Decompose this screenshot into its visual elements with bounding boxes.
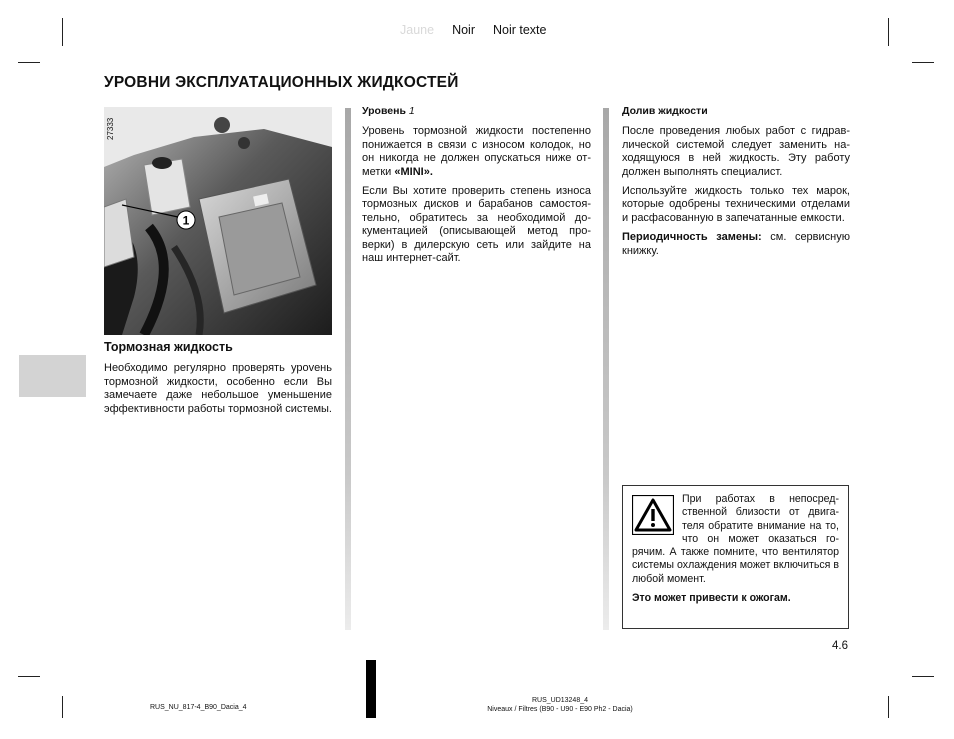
page-number: 4.6: [832, 640, 848, 652]
paragraph-text: см. сервисную книжку.: [622, 231, 850, 257]
column-3: [622, 105, 850, 264]
subheading-prefix: Уровень: [362, 105, 406, 117]
subheading-top-up: Долив жидкости: [622, 105, 708, 117]
engine-bay-illustration: [104, 107, 332, 335]
footer-doc-code: RUS_UD13248_4: [531, 697, 589, 704]
crop-mark: [62, 696, 63, 718]
column-rule: [345, 108, 351, 630]
mini-mark: «MINI».: [394, 165, 433, 178]
figure-code: 27333: [106, 117, 115, 140]
crop-mark: [888, 696, 889, 718]
column-rule: [603, 108, 609, 630]
callout-number: 1: [182, 213, 190, 228]
crop-mark: [912, 62, 934, 63]
crop-mark: [888, 18, 889, 46]
paragraph: После проведения любых работ с гидравлической системой следует заменить находящуюся в ней жидкость. Эту работу должен выполнять специалист.: [622, 125, 850, 178]
subheading-number: 1: [408, 105, 415, 117]
warning-text: При работах в непосредственной близости от двигателя обратите внимание на то, что он может оказаться горячим. А также помните, что вентилятор системы охлаждения может включиться в любой момент.: [632, 493, 839, 585]
warning-emphasis: Это может привести к ожогам.: [632, 592, 791, 605]
warning-box: [622, 485, 849, 629]
footer-doc-title: Niveaux / Filtres (B90 - U90 - E90 Ph2 - Dacia): [487, 706, 633, 713]
column-1: [104, 341, 332, 422]
mark-noir: Noir: [452, 23, 475, 37]
paragraph: [362, 125, 591, 179]
paragraph: [622, 231, 850, 258]
engine-bay-photo: [104, 107, 332, 335]
footer-right: [440, 696, 680, 714]
mark-jaune: Jaune: [400, 23, 435, 37]
crop-mark: [912, 676, 934, 677]
footer-left: RUS_NU_817-4_B90_Dacia_4: [150, 704, 247, 711]
mark-noir-texte: Noir texte: [492, 23, 547, 37]
replacement-interval-label: Периодичность замены:: [622, 231, 762, 244]
paragraph: Если Вы хотите проверить степень износа тормозных дисков и барабанов самостоятельно, обратитесь за необходимой документацией (описывающей метод проверки) в дилерскую сеть или зайдите на наш интернет-сайт.: [362, 185, 591, 265]
crop-mark: [62, 18, 63, 46]
section-heading: Тормозная жидкость: [104, 340, 233, 354]
paragraph: Используйте жидкость только тех марок, которые одобрены техническими отделами и расфасованную в запечатанные емкости.: [622, 185, 850, 224]
registration-bar: [366, 660, 376, 718]
page-title: УРОВНИ ЭКСПЛУАТАЦИОННЫХ ЖИДКОСТЕЙ: [104, 74, 459, 91]
paragraph: Необходимо регулярно проверять уроvень тормозной жидкости, особенно если Вы замечаете даже небольшое уменьшение эффективности работы тормозной системы.: [104, 362, 332, 415]
crop-mark: [18, 676, 40, 677]
print-color-marks: [400, 23, 546, 37]
warning-triangle-icon: [632, 495, 674, 535]
column-2: [362, 105, 591, 271]
crop-mark: [18, 62, 40, 63]
subheading-level: [362, 105, 591, 118]
chapter-tab: [19, 355, 86, 397]
paragraph-text: Уровень тормозной жидкости постепенно понижается в связи с износом колодок, но он никогда не должен опускаться ниже отметки: [362, 125, 591, 178]
